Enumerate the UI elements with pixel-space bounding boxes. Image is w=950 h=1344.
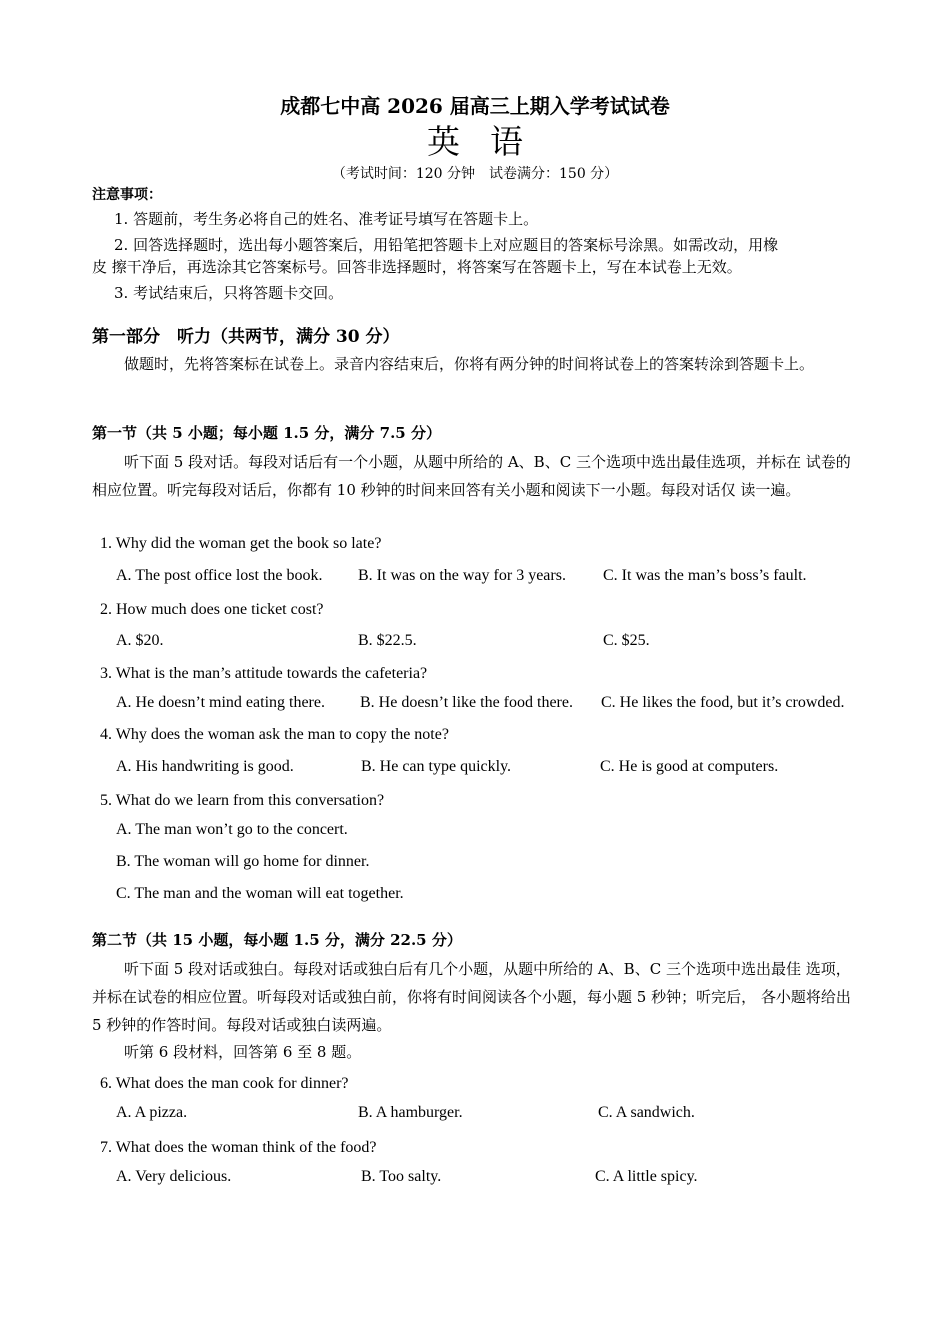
part1-intro: 做题时，先将答案标在试卷上。录音内容结束后，你将有两分钟的时间将试卷上的答案转涂到答题卡上。 (124, 355, 815, 373)
option-c: C. A little spicy. (595, 1168, 698, 1185)
notice-heading: 注意事项： (92, 187, 162, 203)
option-c: C. A sandwich. (598, 1104, 695, 1121)
question-stem: 3. What is the man’s attitude towards the cafeteria? (100, 665, 428, 682)
part1-heading: 第一部分 听力（共两节，满分 30 分） (92, 327, 400, 347)
notice-item: 2. 回答选择题时，选出每小题答案后，用铅笔把答题卡上对应题目的答案标号涂黑。如需改动，用橡 (114, 236, 779, 254)
option-a: A. He doesn’t mind eating there. (116, 694, 325, 711)
option-a: A. $20. (116, 632, 164, 649)
option-b: B. Too salty. (361, 1168, 442, 1185)
option-c: C. The man and the woman will eat together. (116, 885, 404, 902)
subject-title: 英语 (427, 122, 553, 161)
material-note: 听第 6 段材料，回答第 6 至 8 题。 (124, 1043, 362, 1061)
question-stem: 5. What do we learn from this conversation? (100, 792, 385, 809)
exam-title: 成都七中高 2026 届高三上期入学考试试卷 (280, 94, 670, 118)
option-b: B. He doesn’t like the food there. (360, 694, 573, 711)
notice-item: 3. 考试结束后，只将答题卡交回。 (114, 284, 344, 302)
option-a: A. The man won’t go to the concert. (116, 821, 348, 838)
option-b: B. A hamburger. (358, 1104, 463, 1121)
question-stem: 7. What does the woman think of the food? (100, 1139, 377, 1156)
option-c: C. It was the man’s boss’s fault. (603, 567, 807, 584)
option-b: B. He can type quickly. (361, 758, 512, 775)
section2-intro: 听下面 5 段对话或独白。每段对话或独白后有几个小题，从题中所给的 A、B、C 三个选项中选出最佳 选项，并标在试卷的相应位置。听每段对话或独白前，你将有时间阅读各个小题，每小题 5 秒钟；听完后， 各小题将给出 5 秒钟的作答时间。每段对话或独白读两遍。 (92, 960, 851, 1034)
option-a: A. Very delicious. (116, 1168, 232, 1185)
option-b: B. The woman will go home for dinner. (116, 853, 370, 870)
section1-heading: 第一节（共 5 小题；每小题 1.5 分，满分 7.5 分） (92, 424, 441, 442)
option-a: A. His handwriting is good. (116, 758, 294, 775)
option-c: C. He is good at computers. (600, 758, 779, 775)
notice-item: 1. 答题前，考生务必将自己的姓名、准考证号填写在答题卡上。 (114, 210, 539, 228)
exam-info: （考试时间：120 分钟 试卷满分：150 分） (331, 166, 619, 182)
question-stem: 4. Why does the woman ask the man to copy the note? (100, 726, 449, 743)
option-c: C. $25. (603, 632, 650, 649)
option-a: A. A pizza. (116, 1104, 188, 1121)
question-stem: 1. Why did the woman get the book so late? (100, 535, 382, 552)
option-a: A. The post office lost the book. (116, 567, 323, 584)
option-c: C. He likes the food, but it’s crowded. (601, 694, 845, 711)
question-stem: 2. How much does one ticket cost? (100, 601, 324, 618)
section2-heading: 第二节（共 15 小题，每小题 1.5 分，满分 22.5 分） (92, 931, 462, 949)
question-stem: 6. What does the man cook for dinner? (100, 1075, 349, 1092)
option-b: B. It was on the way for 3 years. (358, 567, 566, 584)
section1-intro: 听下面 5 段对话。每段对话后有一个小题，从题中所给的 A、B、C 三个选项中选出最佳选项，并标在 试卷的相应位置。听完每段对话后，你都有 10 秒钟的时间来回答有关小题和阅读下一小题。每段对话仅 读一遍。 (92, 453, 851, 499)
notice-item: 皮 擦干净后，再选涂其它答案标号。回答非选择题时，将答案写在答题卡上，写在本试卷上无效。 (92, 258, 742, 276)
option-b: B. $22.5. (358, 632, 417, 649)
